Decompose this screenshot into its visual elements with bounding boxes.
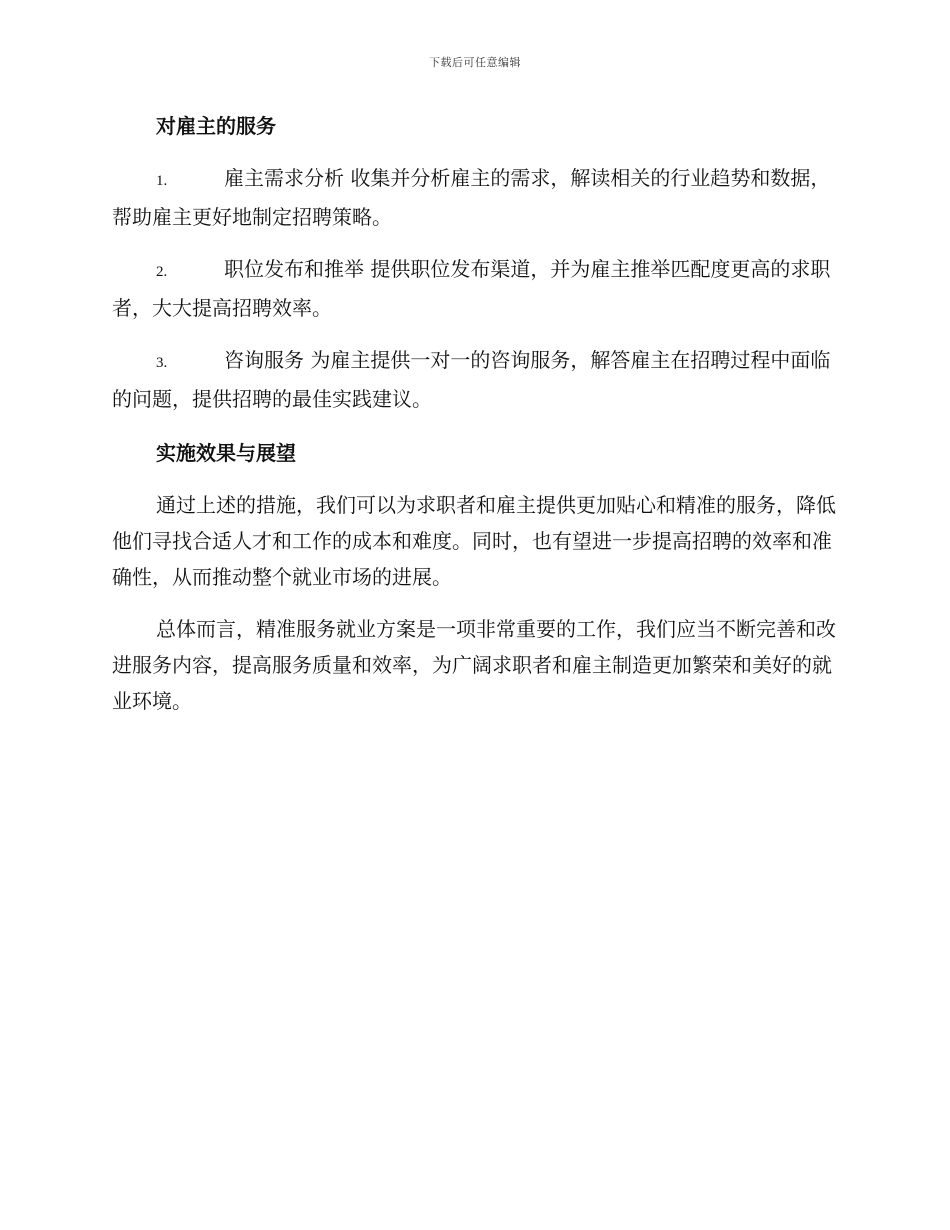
- paragraph: 总体而言，精准服务就业方案是一项非常重要的工作，我们应当不断完善和改进服务内容，提高服务质量和效率，为广阔求职者和雇主制造更加繁荣和美好的就业环境。: [112, 617, 836, 713]
- list-item-number: 3.: [156, 355, 168, 371]
- document-body: [112, 106, 840, 719]
- list-item: [112, 342, 840, 417]
- section-heading-outcomes: 实施效果与展望: [156, 441, 296, 465]
- list-item-text: 咨询服务 为雇主提供一对一的咨询服务，解答雇主在招聘过程中面临的问题，提供招聘的最佳实践建议。: [112, 348, 831, 411]
- list-item-text: 雇主需求分析 收集并分析雇主的需求，解读相关的行业趋势和数据，帮助雇主更好地制定招聘策略。: [112, 166, 831, 229]
- list-item-text: 职位发布和推举 提供职位发布渠道，并为雇主推举匹配度更高的求职者，大大提高招聘效率。: [112, 257, 831, 320]
- header-note: 下载后可任意编辑: [429, 56, 521, 69]
- list-item: [112, 160, 840, 235]
- list-item-number: 1.: [156, 173, 168, 189]
- section-heading-employer-services: 对雇主的服务: [156, 114, 276, 138]
- paragraph: 通过上述的措施，我们可以为求职者和雇主提供更加贴心和精准的服务，降低他们寻找合适人才和工作的成本和难度。同时，也有望进一步提高招聘的效率和准确性，从而推动整个就业市场的进展。: [112, 493, 836, 589]
- list-item-number: 2.: [156, 264, 168, 280]
- list-item: [112, 251, 840, 326]
